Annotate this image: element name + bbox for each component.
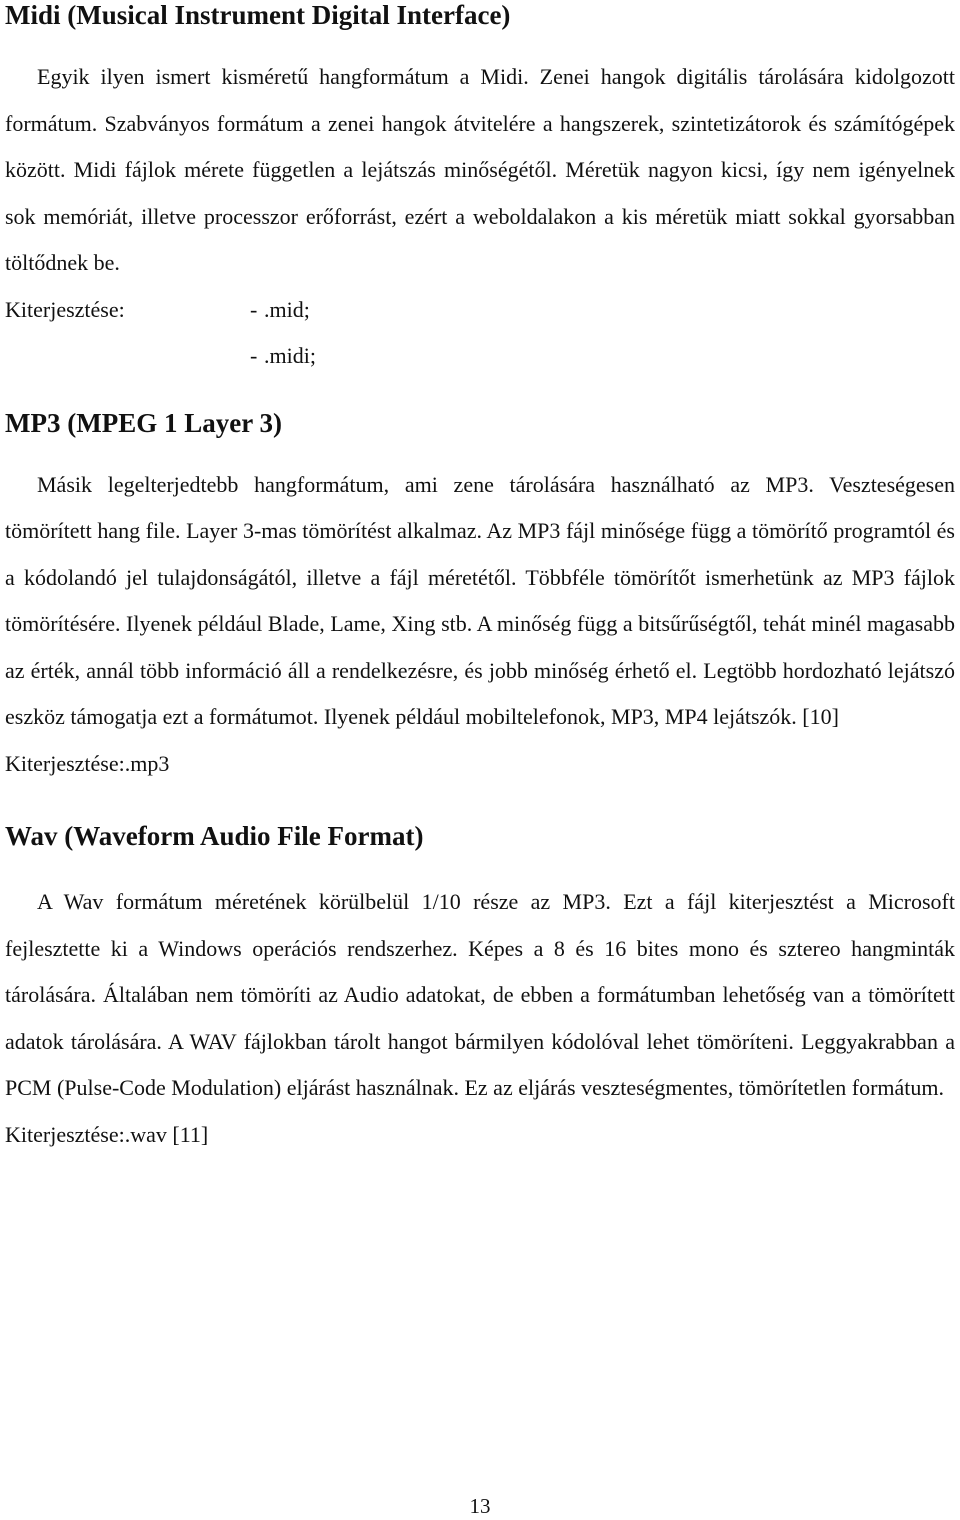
extension-label: Kiterjesztése: [5,296,125,322]
section-heading-mp3: MP3 (MPEG 1 Layer 3) [5,407,282,438]
midi-text [5,54,955,380]
document-page [5,0,955,1158]
wav-text [5,879,955,1158]
extension-mid: .mid; [264,296,310,322]
extension-label-spacer [5,333,250,380]
extension-row [5,333,955,380]
section-heading-midi: Midi (Musical Instrument Digital Interface) [5,0,511,30]
paragraph-mp3: Másik legelterjedtebb hangformátum, ami zene tárolására használható az MP3. Veszteségesen tömörített hang file. Layer 3-mas tömörítést alkalmaz. Az MP3 fájl minősége függ a tömörítő programtól és a kódolandó jel tulajdonságától, illetve a fájl méretétől. Többféle tömörítőt ismerhetünk az MP3 fájlok tömörítésére. Ilyenek például Blade, Lame, Xing stb. A minőség függ a bitsűrűségtől, tehát minél magasabb az érték, annál több információ áll a rendelkezésre, és jobb minőség érhető el. Legtöbb hordozható lejátszó eszköz támogatja ezt a formátumot. Ilyenek például mobiltelefonok, MP3, MP4 lejátszók. [10] [5,471,955,729]
extension-mp3: Kiterjesztése:.mp3 [5,750,170,776]
midi-extensions [5,287,955,380]
mp3-section [5,408,955,788]
paragraph-wav: A Wav formátum méretének körülbelül 1/10 része az MP3. Ezt a fájl kiterjesztést a Microsoft fejlesztette ki a Windows operációs rendszerhez. Képes a 8 és 16 bites mono és sztereo hangminták tárolására. Általában nem tömöríti az Audio adatokat, de ebben a formátumban lehetőség van a tömörített adatok tárolására. A WAV fájlokban tárolt hangot bármilyen kódolóval lehet tömöríteni. Leggyakrabban a PCM (Pulse-Code Modulation) eljárást használnak. Ez az eljárás veszteségmentes, tömörítetlen formátum. [5,889,955,1100]
extension-dash: - [250,296,258,322]
page-number: 13 [469,1494,491,1518]
extension-midi: .midi; [264,343,316,368]
extension-row [5,287,955,334]
midi-section [5,0,955,380]
wav-section [5,821,955,1158]
extension-wav: Kiterjesztése:.wav [11] [5,1121,209,1147]
section-heading-wav: Wav (Waveform Audio File Format) [5,821,424,851]
paragraph-midi: Egyik ilyen ismert kisméretű hangformátum a Midi. Zenei hangok digitális tárolására kidolgozott formátum. Szabványos formátum a zenei hangok átvitelére a hangszerek, szintetizátorok és számítógépek között. Midi fájlok mérete független a lejátszás minőségétől. Méretük nagyon kicsi, így nem igényelnek sok memóriát, illetve processzor erőforrást, ezért a weboldalakon a kis méretük miatt sokkal gyorsabban töltődnek be. [5,64,955,275]
extension-dash: - [250,343,258,368]
mp3-text [5,462,955,788]
